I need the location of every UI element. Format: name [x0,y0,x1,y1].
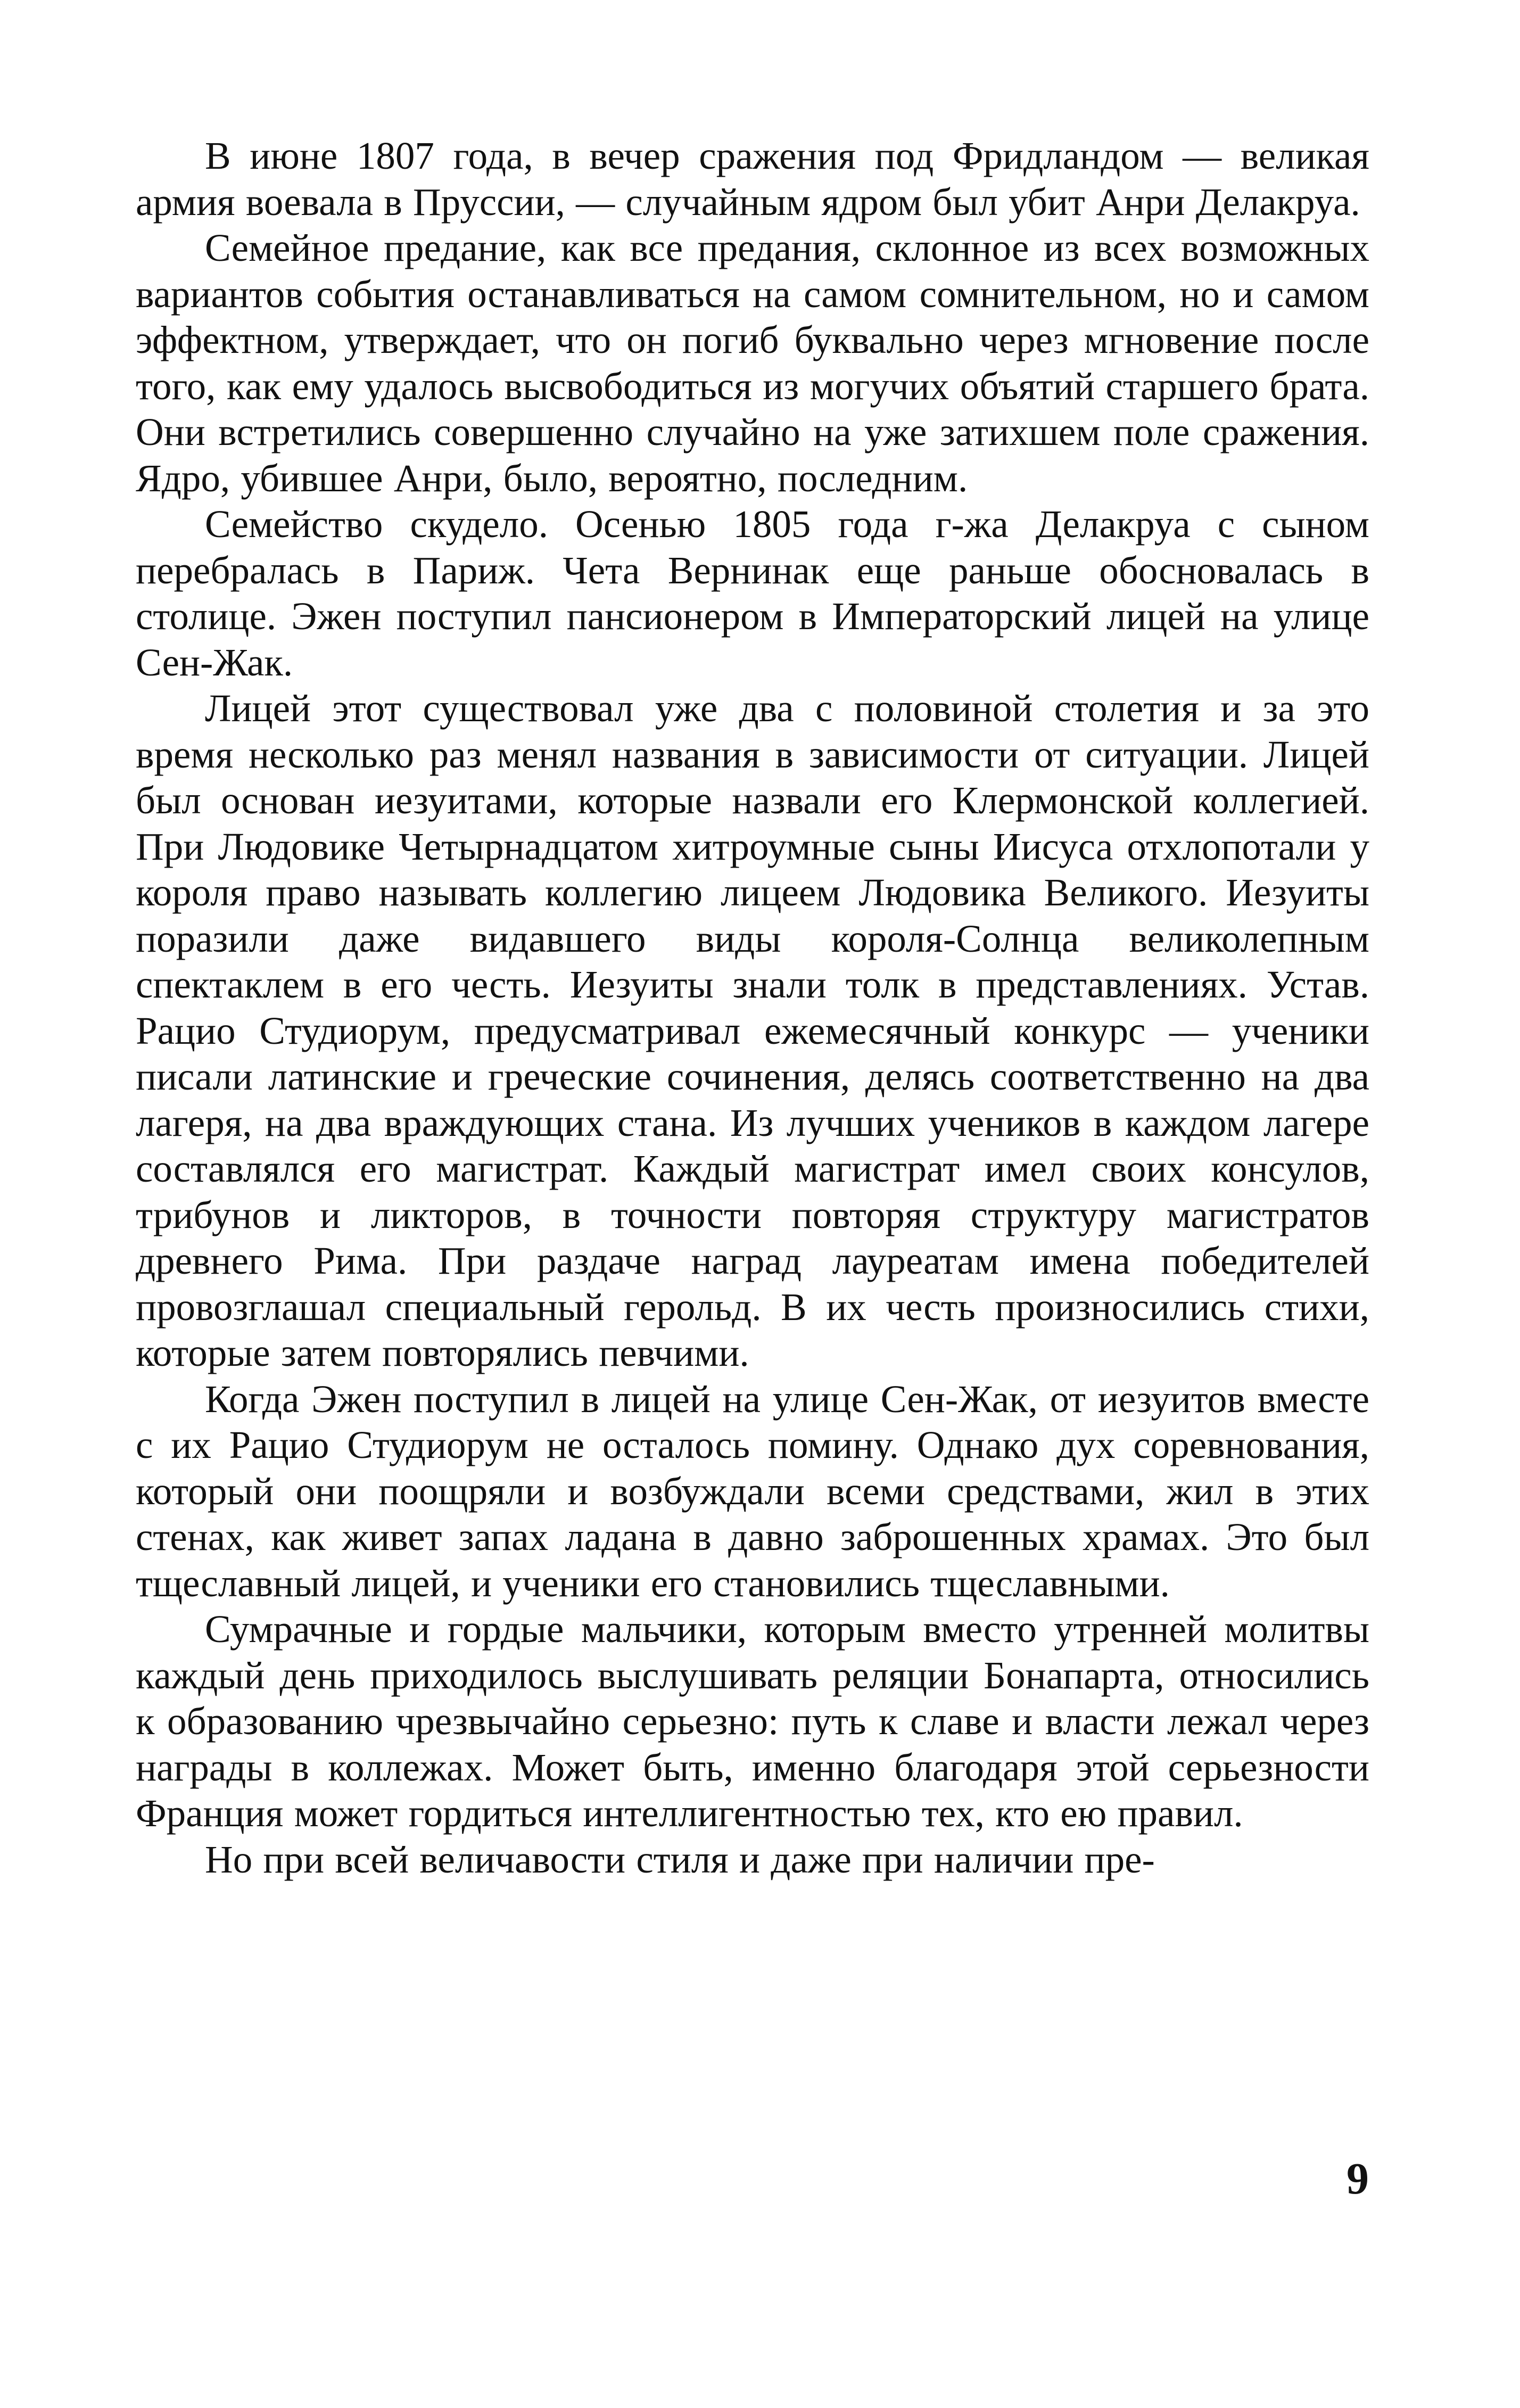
paragraph-2: Семейное предание, как все предания, склонное из всех возможных вариантов события останавливаться на самом сомнительном, но и самом эффектном, утверждает, что он погиб буквально через мгновение после того, как ему удалось высвободиться из могучих объятий старшего брата. Они встретились совершенно случайно на уже затихшем поле сражения. Ядро, убившее Анри, было, вероятно, последним. [136,226,1369,500]
body-text [136,133,1369,1883]
paragraph-5: Когда Эжен поступил в лицей на улице Сен-Жак, от иезуитов вместе с их Рацио Студиорум не осталось помину. Однако дух соревнования, который они поощряли и возбуждали всеми средствами, жил в этих стенах, как живет запах ладана в давно заброшенных храмах. Это был тщеславный лицей, и ученики его становились тщеславными. [136,1377,1369,1605]
paragraph-1: В июне 1807 года, в вечер сражения под Фридландом — великая армия воевала в Пруссии, — случайным ядром был убит Анри Делакруа. [136,134,1369,224]
paragraph-3: Семейство скудело. Осенью 1805 года г-жа Делакруа с сыном перебралась в Париж. Чета Вернинак еще раньше обосновалась в столице. Эжен поступил пансионером в Императорский лицей на улице Сен-Жак. [136,502,1369,684]
paragraph-6: Сумрачные и гордые мальчики, которым вместо утренней молитвы каждый день приходилось выслушивать реляции Бонапарта, относились к образованию чрезвычайно серьезно: путь к славе и власти лежал через награды в коллежах. Может быть, именно благодаря этой серьезности Франция может гордиться интеллигентностью тех, кто ею правил. [136,1607,1369,1835]
paragraph-7: Но при всей величавости стиля и даже при наличии пре- [205,1837,1155,1881]
paragraph-4: Лицей этот существовал уже два с половиной столетия и за это время несколько раз менял названия в зависимости от ситуации. Лицей был основан иезуитами, которые назвали его Клермонской коллегией. При Людовике Четырнадцатом хитроумные сыны Иисуса отхлопотали у короля право называть коллегию лицеем Людовика Великого. Иезуиты поразили даже видавшего виды короля-Солнца великолепным спектаклем в его честь. Иезуиты знали толк в представлениях. Устав. Рацио Студиорум, предусматривал ежемесячный конкурс — ученики писали латинские и греческие сочинения, делясь соответственно на два лагеря, на два враждующих стана. Из лучших учеников в каждом лагере составлялся его магистрат. Каждый магистрат имел своих консулов, трибунов и ликторов, в точности повторяя структуру магистратов древнего Рима. При раздаче наград лауреатам имена победителей провозглашал специальный герольд. В их честь произносились стихи, которые затем повторялись певчими. [136,687,1369,1374]
page-number: 9 [1346,2154,1369,2204]
